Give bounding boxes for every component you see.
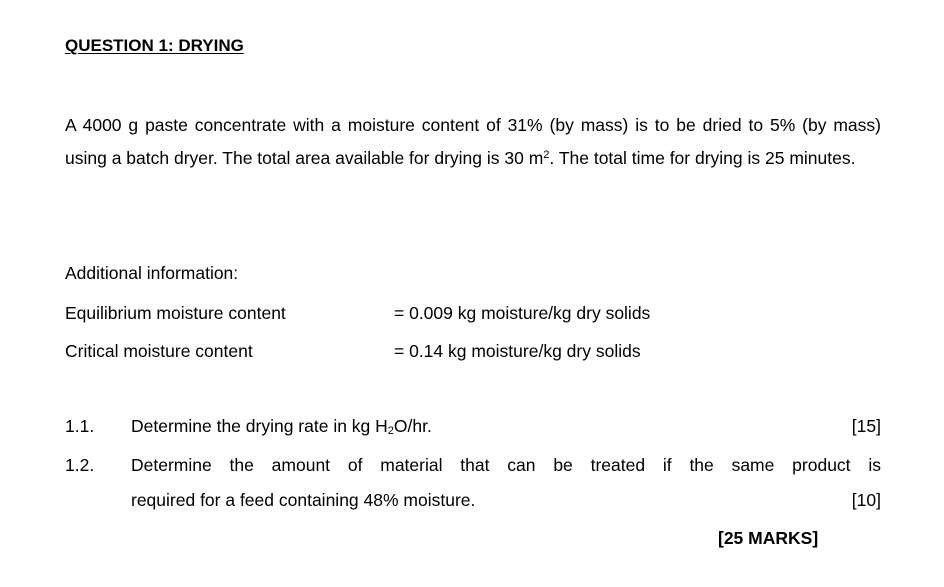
question-title: QUESTION 1: DRYING [65,36,244,55]
question-1-2-marks: [10] [851,490,881,510]
intro-text-part1: A 4000 g paste concentrate with a moisture content of 31% (by mass) is to be dried to 5% (by mass) using a batch dryer. The total area available for drying is 30 m [65,115,881,168]
question-1-1-text-b: O/hr. [393,416,432,436]
critical-moisture-value: = 0.14 kg moisture/kg dry solids [394,341,641,361]
equilibrium-moisture-value: = 0.009 kg moisture/kg dry solids [394,303,651,323]
additional-info-heading: Additional information: [65,263,239,283]
question-1-1-marks: [15] [851,416,881,436]
intro-text-part2: . The total time for drying is 25 minutes. [549,148,856,168]
question-1-1-number: 1.1. [65,416,95,436]
intro-paragraph [65,109,881,175]
total-marks: [25 MARKS] [718,528,819,548]
question-1-2-line2: required for a feed containing 48% moisture. [131,490,476,510]
question-1-1-text [131,416,432,437]
question-1-1-text-a: Determine the drying rate in kg H [131,416,388,436]
area-unit-superscript: 2 [543,149,550,161]
question-1-2-number: 1.2. [65,455,95,475]
equilibrium-moisture-label: Equilibrium moisture content [65,303,286,323]
h2o-subscript: 2 [387,425,394,437]
question-1-2-line1: Determine the amount of material that can be treated if the same product is [131,455,881,475]
critical-moisture-label: Critical moisture content [65,341,253,361]
